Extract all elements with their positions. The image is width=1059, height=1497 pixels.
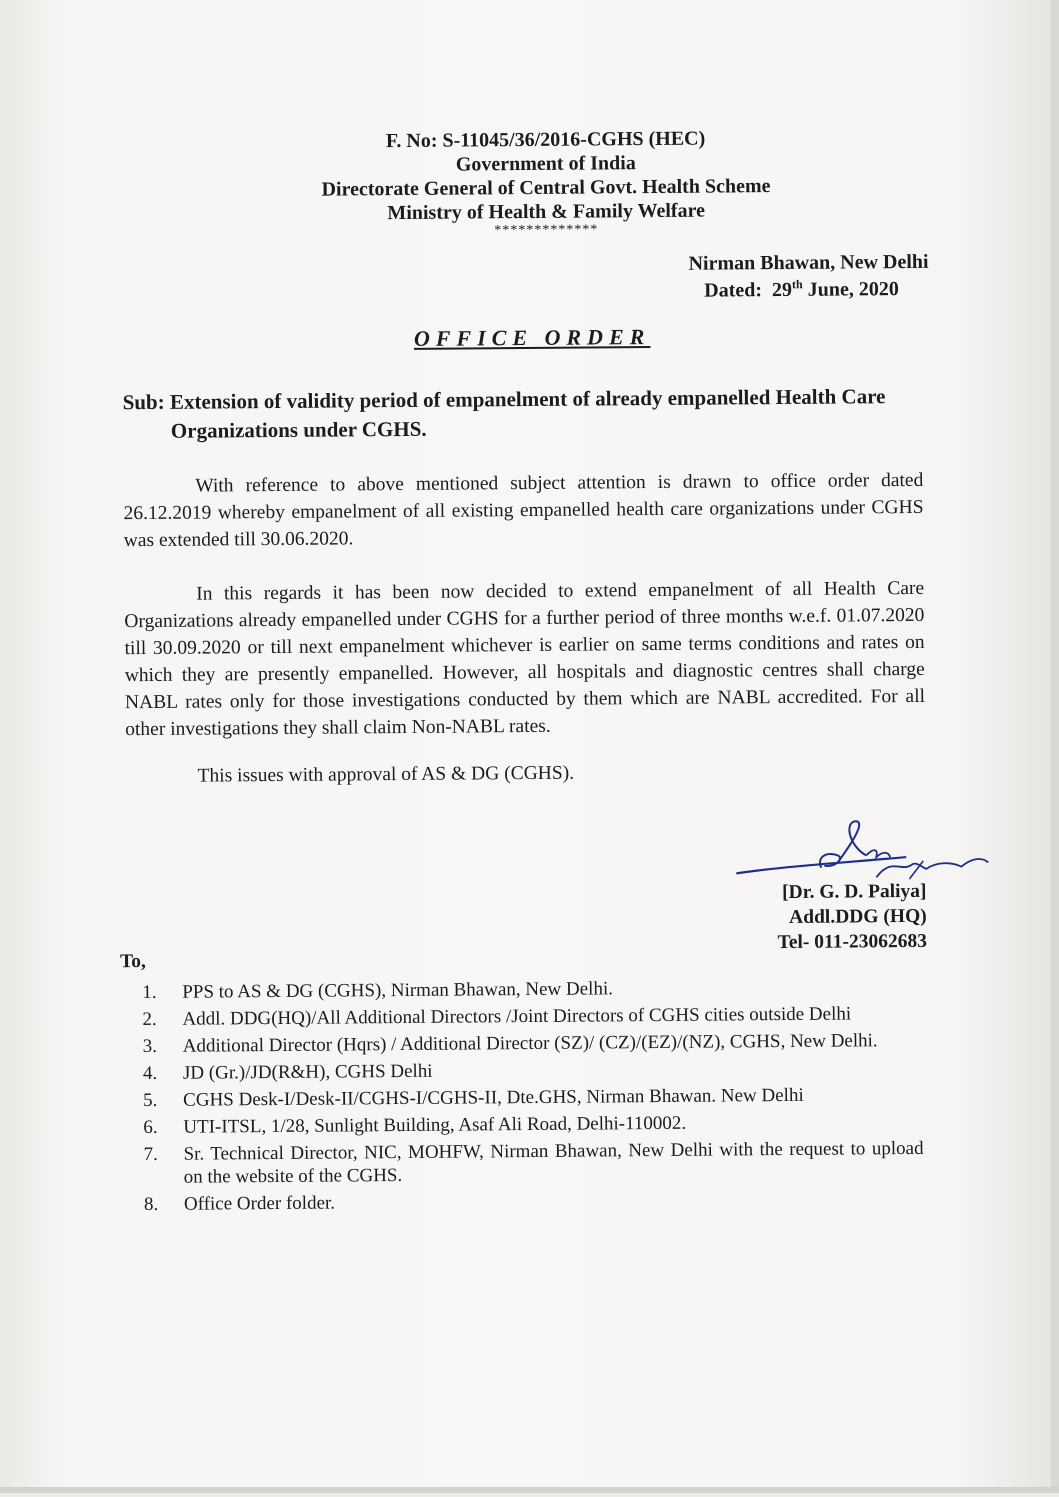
date-day: 29 — [771, 278, 793, 302]
list-item: 8. Office Order folder. — [143, 1192, 336, 1216]
list-item: 1. PPS to AS & DG (CGHS), Nirman Bhawan, New Delhi. — [142, 978, 614, 1004]
signatory-name: [Dr. G. D. Paliya] — [781, 880, 927, 904]
file-number: F. No: S-11045/36/2016-CGHS (HEC) — [385, 127, 706, 153]
subject-line-2: Organizations under CGHS. — [170, 416, 427, 443]
directorate-line: Directorate General of Central Govt. Health Scheme — [321, 175, 771, 201]
signatory-telephone: Tel- 011-23062683 — [777, 930, 927, 954]
paragraph-reference — [123, 467, 924, 554]
government-line: Government of India — [455, 152, 636, 176]
paragraph-decision — [124, 575, 925, 743]
list-item: 5. CGHS Desk-I/Desk-II/CGHS-I/CGHS-II, Dte.GHS, Nirman Bhawan. New Delhi — [143, 1084, 804, 1112]
office-order-title: OFFICE ORDER — [413, 324, 651, 351]
date-line — [637, 276, 929, 305]
date-day-suffix: th — [791, 277, 803, 292]
ministry-line: Ministry of Health & Family Welfare — [387, 199, 706, 225]
list-item: 3. Additional Director (Hqrs) / Additional Director (SZ)/ (CZ)/(EZ)/(NZ), CGHS, New Delhi. — [142, 1030, 878, 1058]
stars-divider: ************* — [494, 222, 599, 239]
signatory-designation: Addl.DDG (HQ) — [789, 905, 927, 928]
list-item: 4. JD (Gr.)/JD(R&H), CGHS Delhi — [142, 1060, 433, 1085]
list-item: 6. UTI-ITSL, 1/28, Sunlight Building, Asaf Ali Road, Delhi-110002. — [143, 1112, 687, 1139]
signatory-block — [701, 879, 927, 956]
dated-label: Dated: — [704, 279, 763, 302]
list-item: 2. Addl. DDG(HQ)/All Additional Directors /Joint Directors of CGHS cities outside Delhi — [142, 1003, 852, 1031]
distribution-list — [142, 975, 924, 1220]
paragraph-approval: This issues with approval of AS & DG (CGHS). — [197, 762, 575, 787]
list-item: 7. Sr. Technical Director, NIC, MOHFW, Nirman Bhawan, New Delhi with the request to upload on the website of the CGHS. — [143, 1137, 924, 1188]
subject — [123, 382, 923, 446]
paragraph-1-text: With reference to above mentioned subject attention is drawn to office order dated 26.12.2019 whereby empanelment of all existing empanelled health care organizations under CGHS was extended till 30.06.2020. — [123, 469, 924, 552]
date-month-year: June, 2020 — [807, 278, 899, 301]
subject-line-1: Sub: Extension of validity period of empanelment of already empanelled Health Care — [122, 384, 886, 415]
location: Nirman Bhawan, New Delhi — [688, 250, 929, 275]
paragraph-2-text: In this regards it has been now decided to extend empanelment of all Health Care Organizations already empanelled under CGHS for a further period of three months w.e.f. 01.07.2020 till 30.09.2020 or till next empanelment whichever is earlier on same terms conditions and rates on which they are presently empanelled. However, all hospitals and diagnostic centres shall charge NABL rates only for those investigations conducted by them which are NABL accredited. For all other investigations they shall claim Non-NABL rates. — [124, 577, 926, 741]
to-label: To, — [119, 951, 146, 973]
letterhead — [196, 125, 897, 240]
place-date-block — [636, 249, 928, 305]
